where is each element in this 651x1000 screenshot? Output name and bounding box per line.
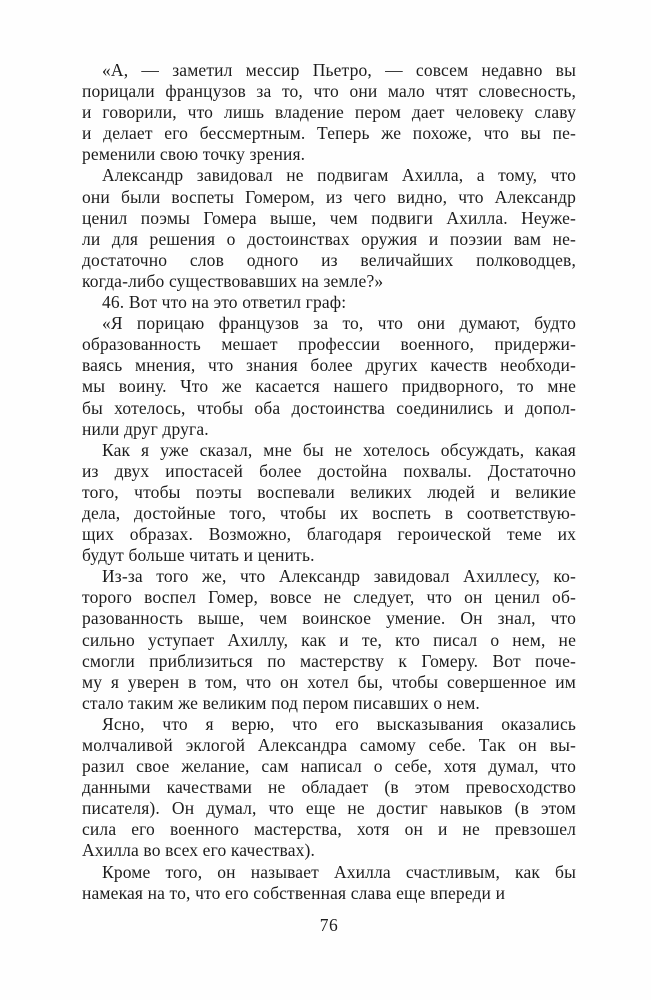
text-line: ценил поэмы Гомера выше, чем подвиги Ахилла. Неуже- <box>82 207 576 228</box>
paragraph <box>82 714 576 862</box>
paragraph <box>82 862 576 904</box>
text-line: нили друг друга. <box>82 418 209 439</box>
text-line: из двух ипостасей более достойна похвалы. Достаточно <box>82 460 576 481</box>
text-line: разованность выше, чем воинское умение. Он знал, что <box>82 608 576 629</box>
text-line: ли для решения о достоинствах оружия и поэзии вам не- <box>82 228 576 249</box>
text-line: «Я порицаю французов за то, что они думают, будто <box>102 313 576 334</box>
text-line: порицали французов за то, что они мало чтят словесность, <box>82 81 576 102</box>
text-line: писателя). Он думал, что еще не достиг навыков (в этом <box>82 798 576 819</box>
text-line: будут больше читать и ценить. <box>82 545 315 566</box>
text-line: ременили свою точку зрения. <box>82 144 306 165</box>
text-line: Александр завидовал не подвигам Ахилла, а тому, что <box>102 165 576 186</box>
text-line: и делает его бессмертным. Теперь же похоже, что вы пе- <box>82 123 576 144</box>
text-line: ваясь мнения, что знания более других качеств необходи- <box>82 355 576 376</box>
text-line: и говорили, что лишь владение пером дает человеку славу <box>82 102 576 123</box>
text-line: Кроме того, он называет Ахилла счастливым, как бы <box>102 861 576 882</box>
text-line: намекая на то, что его собственная слава еще впереди и <box>82 882 506 903</box>
text-line: му я уверен в том, что он хотел бы, чтобы совершенное им <box>82 671 576 692</box>
text-line: Ахилла во всех его качествах). <box>82 840 316 861</box>
text-line: «А, — заметил мессир Пьетро, — совсем недавно вы <box>102 60 576 80</box>
page-text <box>82 60 576 904</box>
text-line: Ясно, что я верю, что его высказывания оказались <box>102 713 576 734</box>
text-line: смогли приблизиться по мастерству к Гомеру. Вот поче- <box>82 650 576 671</box>
text-line: когда-либо существовавших на земле?» <box>82 270 384 291</box>
text-line: данными качествами не обладает (в этом превосходство <box>82 777 576 798</box>
text-line: Как я уже сказал, мне бы не хотелось обсуждать, какая <box>102 439 576 460</box>
text-line: стало таким же великим под пером писавших о нем. <box>82 692 480 713</box>
text-line: дела, достойные того, чтобы их воспеть в соответствую- <box>82 502 576 523</box>
paragraph <box>82 292 576 313</box>
text-line: того, чтобы поэты воспевали великих людей и великие <box>82 481 576 502</box>
text-line: разил свое желание, сам написал о себе, хотя думал, что <box>82 756 576 777</box>
text-line: торого воспел Гомер, вовсе не следует, что он ценил об- <box>82 587 576 608</box>
text-line: щих образах. Возможно, благодаря героической теме их <box>82 524 576 545</box>
page-number: 76 <box>319 915 339 935</box>
text-line: образованность мешает профессии военного, придержи- <box>82 334 576 355</box>
text-line: достаточно слов одного из величайших полководцев, <box>82 249 576 270</box>
text-line: бы хотелось, чтобы оба достоинства соединились и допол- <box>82 397 576 418</box>
paragraph <box>82 60 576 165</box>
text-line: 46. Вот что на это ответил граф: <box>102 292 347 313</box>
paragraph <box>82 566 576 714</box>
text-line: они были воспеты Гомером, из чего видно, что Александр <box>82 186 576 207</box>
paragraph <box>82 313 576 440</box>
paragraph <box>82 440 576 567</box>
text-line: сила его военного мастерства, хотя он и не превзошел <box>82 819 576 840</box>
text-line: мы воину. Что же касается нашего придворного, то мне <box>82 376 576 397</box>
text-line: Из-за того же, что Александр завидовал Ахиллесу, ко- <box>102 566 576 587</box>
text-line: сильно уступает Ахиллу, как и те, кто писал о нем, не <box>82 629 576 650</box>
text-line: молчаливой эклогой Александра самому себе. Так он вы- <box>82 735 576 755</box>
paragraph <box>82 165 576 292</box>
